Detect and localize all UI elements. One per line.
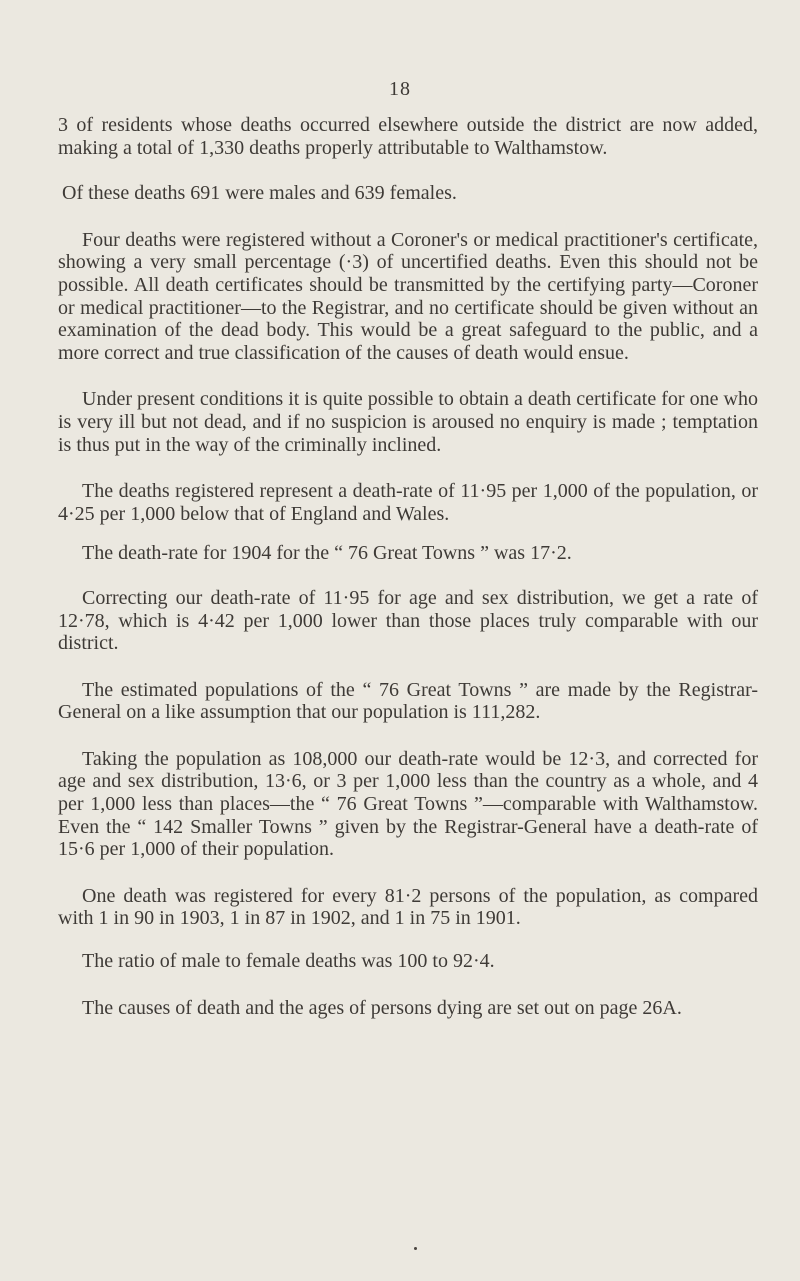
paragraph-great-towns-rate: The death-rate for 1904 for the “ 76 Great Towns ” was 17·2. — [82, 542, 572, 565]
paragraph-male-female-deaths: Of these deaths 691 were males and 639 females. — [62, 182, 457, 205]
paragraph-present-conditions: Under present conditions it is quite possible to obtain a death certificate for one who is very ill but not dead, and if no suspicion is aroused no enquiry is made ; temptation is thus put in the way of the criminally inclined. — [58, 388, 758, 456]
paragraph-estimated-populations: The estimated populations of the “ 76 Great Towns ” are made by the Registrar-General on a like assumption that our population is 111,282. — [58, 678, 758, 724]
body-text — [58, 114, 758, 1041]
page-number: 18 — [389, 78, 411, 100]
paragraph-sex-ratio: The ratio of male to female deaths was 100 to 92·4. — [82, 950, 495, 973]
paragraph-uncertified-deaths: Four deaths were registered without a Coroner's or medical practitioner's certificate, showing a very small percentage (·3) of uncertified deaths. Even this should not be possible. All death certificates should be transmitted by the certifying party—Coroner or medical practitioner—to the Registrar, and no certificate should be given without an examination of the dead body. This would be a great safeguard to the public, and a more correct and true classification of the causes of death would ensue. — [58, 228, 758, 364]
paragraph-death-rate: The deaths registered represent a death-rate of 11·95 per 1,000 of the population, or 4·25 per 1,000 below that of England and Wales. — [58, 480, 758, 525]
paragraph-causes-reference: The causes of death and the ages of persons dying are set out on page 26A. — [82, 996, 682, 1019]
paragraph-persons-per-death: One death was registered for every 81·2 persons of the population, as compared with 1 in 90 in 1903, 1 in 87 in 1902, and 1 in 75 in 1901. — [58, 884, 758, 930]
paragraph-corrected-rate: Correcting our death-rate of 11·95 for age and sex distribution, we get a rate of 12·78, which is 4·42 per 1,000 lower than those places truly comparable with our district. — [58, 586, 758, 655]
paragraph-residents-deaths: 3 of residents whose deaths occurred elsewhere outside the district are now added, making a total of 1,330 deaths properly attributable to Walthamstow. — [58, 114, 758, 159]
paragraph-population-assumption: Taking the population as 108,000 our death-rate would be 12·3, and corrected for age and sex distribution, 13·6, or 3 per 1,000 less than the country as a whole, and 4 per 1,000 less than places—the “ 76 Great Towns ”—comparable with Walthamstow. Even the “ 142 Smaller Towns ” given by the Registrar-General have a death-rate of 15·6 per 1,000 of their population. — [58, 747, 758, 861]
print-speck — [414, 1247, 417, 1250]
